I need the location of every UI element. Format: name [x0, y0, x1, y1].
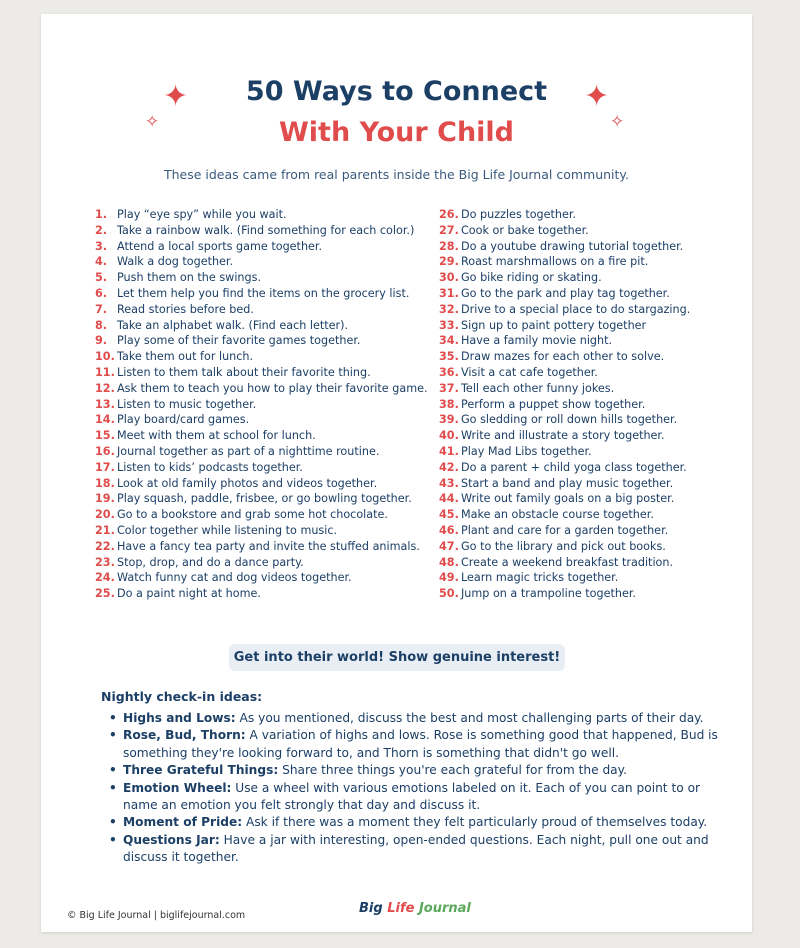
item-text: Let them help you find the items on the grocery list. [117, 286, 410, 300]
item-number: 48. [439, 555, 459, 569]
item-number: 45. [439, 508, 459, 522]
item-number: 44. [439, 492, 459, 506]
item-number: 8. [95, 318, 108, 332]
highlight-banner: Get into their world! Show genuine interest! [229, 644, 565, 671]
item-text: Drive to a special place to do stargazing. [461, 302, 691, 316]
page-title: 50 Ways to Connect [245, 76, 548, 107]
checkin-text: Share three things you're each grateful for from the day. [278, 763, 627, 778]
item-number: 15. [95, 429, 115, 443]
sparkle-icon-small: ✧ [610, 112, 625, 132]
checkin-item [123, 814, 723, 831]
checkin-text: Have a jar with interesting, open-ended questions. Each night, pull one out and discuss it together. [123, 832, 709, 865]
item-number: 22. [95, 539, 115, 553]
item-text: Do a paint night at home. [117, 587, 261, 601]
checkin-label: Emotion Wheel: [123, 780, 232, 795]
item-text: Visit a cat cafe together. [461, 365, 598, 379]
item-number: 32. [439, 302, 459, 316]
item-text: Go bike riding or skating. [461, 271, 602, 285]
item-number: 26. [439, 208, 459, 221]
item-number: 4. [95, 255, 108, 269]
sparkle-icon: ✦ [163, 79, 189, 114]
item-number: 9. [95, 334, 108, 348]
item-text: Roast marshmallows on a fire pit. [461, 255, 649, 269]
brand-logo [359, 901, 471, 916]
item-number: 10. [95, 350, 115, 364]
item-number: 20. [95, 508, 115, 522]
item-text: Write and illustrate a story together. [461, 429, 665, 443]
item-number: 43. [439, 476, 459, 490]
page-title-line2: With Your Child [279, 117, 514, 148]
item-number: 17. [95, 460, 115, 474]
item-number: 18. [95, 476, 115, 490]
item-number: 1. [95, 208, 108, 221]
item-number: 46. [439, 523, 459, 537]
checkin-label: Rose, Bud, Thorn: [123, 728, 246, 743]
item-text: Journal together as part of a nighttime routine. [117, 444, 380, 458]
item-number: 29. [439, 255, 459, 269]
item-text: Do a parent + child yoga class together. [461, 460, 687, 474]
item-text: Learn magic tricks together. [461, 571, 619, 585]
item-text: Create a weekend breakfast tradition. [461, 555, 674, 569]
checkin-item [123, 780, 723, 815]
checkin-text: A variation of highs and lows. Rose is something good that happened, Bud is something they're looking forward to, and Thorn is something that didn't go well. [123, 728, 718, 760]
checkin-label: Three Grateful Things: [123, 763, 279, 778]
item-number: 23. [95, 555, 115, 569]
item-text: Do puzzles together. [461, 208, 577, 221]
item-number: 6. [95, 286, 108, 300]
item-text: Play “eye spy” while you wait. [117, 208, 287, 221]
item-number: 27. [439, 223, 459, 237]
item-number: 11. [95, 365, 115, 379]
item-number: 40. [439, 429, 459, 443]
footer-copyright: © Big Life Journal | biglifejournal.com [67, 910, 246, 921]
item-number: 41. [439, 444, 459, 458]
item-text: Take a rainbow walk. (Find something for each color.) [117, 223, 415, 237]
item-number: 28. [439, 239, 459, 253]
item-text: Look at old family photos and videos together. [117, 476, 378, 490]
item-text: Do a youtube drawing tutorial together. [461, 239, 684, 253]
item-number: 35. [439, 350, 459, 364]
item-text: Listen to music together. [117, 397, 257, 411]
checkin-label: Highs and Lows: [123, 711, 236, 725]
item-text: Perform a puppet show together. [461, 397, 646, 411]
item-number: 49. [439, 571, 459, 585]
checkin-text: Ask if there was a moment they felt particularly proud of themselves today. [242, 815, 708, 830]
item-text: Ask them to teach you how to play their favorite game. [117, 381, 428, 395]
item-text: Attend a local sports game together. [117, 239, 323, 253]
item-number: 47. [439, 539, 459, 553]
item-number: 12. [95, 381, 115, 395]
item-text: Go to a bookstore and grab some hot chocolate. [117, 508, 388, 522]
checkin-heading: Nightly check-in ideas: [101, 689, 263, 704]
sparkle-icon: ✦ [584, 79, 610, 114]
checkin-label: Questions Jar: [123, 832, 220, 847]
item-number: 19. [95, 492, 115, 506]
item-text: Walk a dog together. [117, 255, 234, 269]
item-text: Play squash, paddle, frisbee, or go bowling together. [117, 492, 412, 506]
item-text: Play board/card games. [117, 413, 250, 427]
item-number: 5. [95, 271, 108, 285]
item-text: Listen to them talk about their favorite thing. [117, 365, 371, 379]
logo-word-2: Life [387, 901, 419, 916]
item-text: Take them out for lunch. [117, 350, 254, 364]
checkin-item [123, 710, 723, 727]
item-text: Tell each other funny jokes. [461, 381, 615, 395]
item-text: Start a band and play music together. [461, 476, 674, 490]
item-number: 39. [439, 413, 459, 427]
item-number: 33. [439, 318, 459, 332]
item-text: Cook or bake together. [461, 223, 589, 237]
item-text: Go sledding or roll down hills together. [461, 413, 678, 427]
item-number: 50. [439, 587, 459, 601]
checkin-item [123, 762, 723, 779]
logo-word-1: Big [359, 901, 388, 916]
item-number: 42. [439, 460, 459, 474]
item-number: 2. [95, 223, 108, 237]
checkin-item [123, 727, 723, 762]
item-number: 7. [95, 302, 108, 316]
item-number: 16. [95, 444, 115, 458]
checkin-label: Moment of Pride: [123, 815, 243, 830]
item-text: Read stories before bed. [117, 302, 254, 316]
item-text: Play some of their favorite games together. [117, 334, 361, 348]
item-number: 3. [95, 239, 108, 253]
item-text: Make an obstacle course together. [461, 508, 654, 522]
subtitle: These ideas came from real parents inside the Big Life Journal community. [163, 167, 630, 182]
checkin-text: As you mentioned, discuss the best and most challenging parts of their day. [235, 711, 704, 725]
item-text: Watch funny cat and dog videos together. [117, 571, 352, 585]
item-text: Have a fancy tea party and invite the stuffed animals. [117, 539, 420, 553]
item-text: Plant and care for a garden together. [461, 523, 669, 537]
item-text: Go to the park and play tag together. [461, 286, 670, 300]
checkin-text: Use a wheel with various emotions labeled on it. Each of you can point to or name an emotion you felt strongly that day and discuss it. [123, 780, 701, 813]
item-number: 30. [439, 271, 459, 285]
item-text: Listen to kids’ podcasts together. [117, 460, 303, 474]
item-text: Go to the library and pick out books. [461, 539, 666, 553]
item-text: Draw mazes for each other to solve. [461, 350, 665, 364]
item-text: Jump on a trampoline together. [461, 587, 636, 601]
sparkle-icon-small: ✧ [145, 112, 160, 132]
item-text: Color together while listening to music. [117, 523, 338, 537]
item-number: 34. [439, 334, 459, 348]
item-text: Push them on the swings. [117, 271, 262, 285]
item-number: 38. [439, 397, 459, 411]
item-text: Stop, drop, and do a dance party. [117, 555, 304, 569]
item-number: 24. [95, 571, 115, 585]
item-text: Sign up to paint pottery together [461, 318, 647, 332]
item-number: 21. [95, 523, 115, 537]
item-text: Take an alphabet walk. (Find each letter). [117, 318, 349, 332]
item-number: 25. [95, 587, 115, 601]
checkin-item [123, 832, 723, 867]
item-text: Play Mad Libs together. [461, 444, 592, 458]
item-number: 31. [439, 286, 459, 300]
item-number: 13. [95, 397, 115, 411]
checkin-list [123, 710, 723, 867]
item-number: 36. [439, 365, 459, 379]
item-text: Have a family movie night. [461, 334, 613, 348]
item-number: 37. [439, 381, 459, 395]
item-text: Meet with them at school for lunch. [117, 429, 316, 443]
item-text: Write out family goals on a big poster. [461, 492, 675, 506]
logo-word-3: Journal [418, 901, 471, 916]
printable-sheet [41, 14, 752, 932]
item-number: 14. [95, 413, 115, 427]
